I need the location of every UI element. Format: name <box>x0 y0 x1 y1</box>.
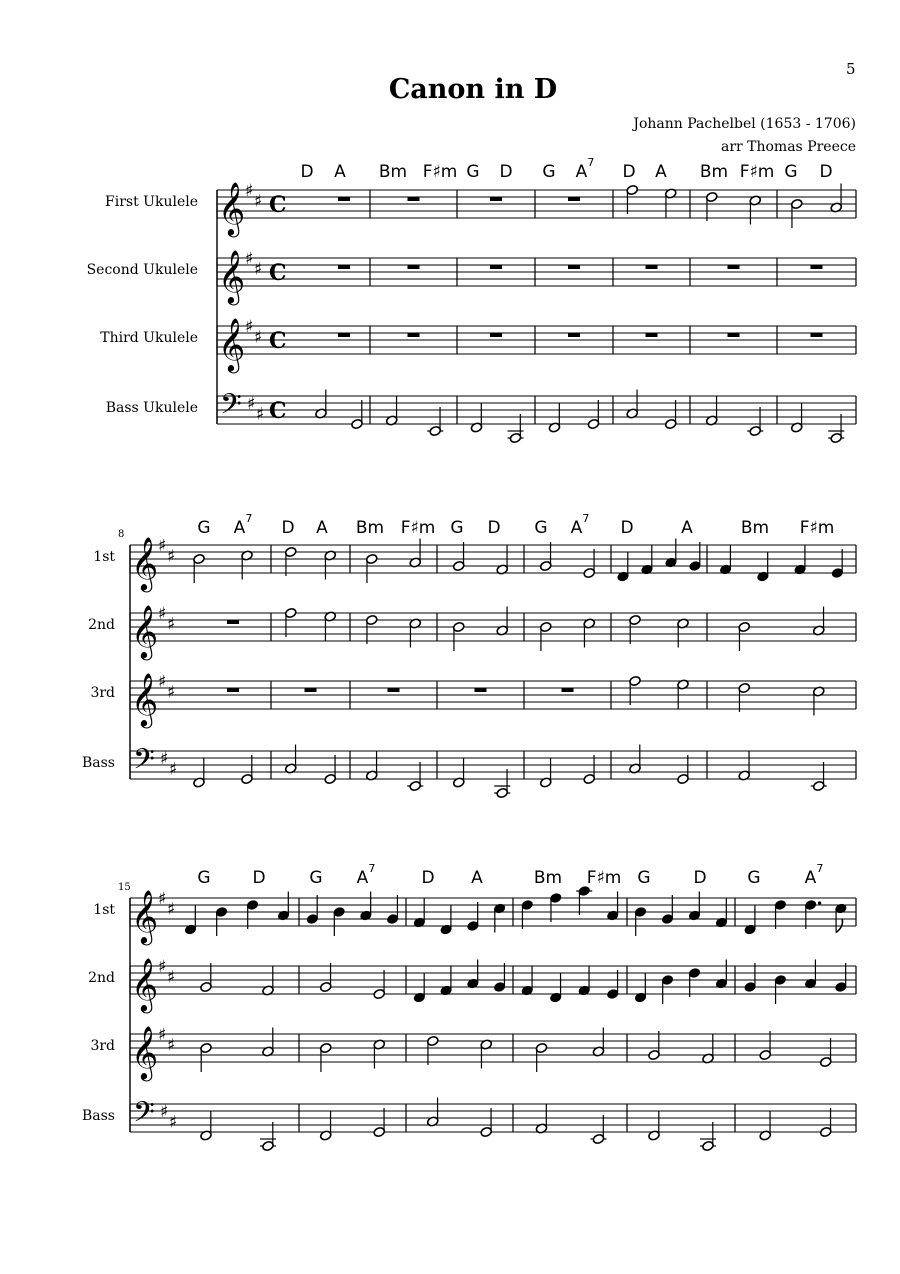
note <box>200 963 213 993</box>
note <box>496 546 509 576</box>
chord-name: A <box>233 518 246 538</box>
note <box>583 618 596 648</box>
note <box>626 184 639 214</box>
chord-name: G <box>784 162 798 182</box>
note <box>452 542 465 572</box>
note <box>315 390 328 420</box>
note <box>677 679 690 709</box>
whole-rest <box>646 333 658 337</box>
note <box>426 1035 439 1065</box>
note <box>193 759 206 789</box>
note <box>324 755 337 785</box>
whole-rest <box>568 265 580 269</box>
staff-label: 1st <box>93 902 115 918</box>
note <box>333 906 346 936</box>
note <box>319 1042 332 1072</box>
chord-name: D <box>499 162 513 182</box>
treble-clef-icon: 𝄞 <box>131 1025 159 1079</box>
treble-clef-icon: 𝄞 <box>218 181 246 235</box>
key-signature-sharp-icon: ♯ <box>160 1102 169 1122</box>
chord-name: G <box>747 868 761 888</box>
note <box>744 963 757 993</box>
note <box>828 414 844 444</box>
note <box>744 906 757 936</box>
note <box>700 1122 716 1152</box>
key-signature-sharp-icon: ♯ <box>167 614 176 635</box>
note <box>373 1108 386 1138</box>
note <box>648 1112 661 1142</box>
note <box>262 967 275 997</box>
note <box>591 1115 607 1145</box>
measure-number: 15 <box>118 882 131 893</box>
staff-label: Bass <box>81 755 115 771</box>
chord-extension: 7 <box>368 862 376 875</box>
note <box>521 899 534 929</box>
note <box>626 390 639 420</box>
note <box>470 404 483 434</box>
note <box>480 1108 493 1138</box>
note <box>715 899 728 929</box>
note <box>790 404 803 434</box>
staff-label: Bass <box>81 1108 115 1124</box>
staff-label: 3rd <box>90 1038 115 1054</box>
chord-name: F♯m <box>400 518 436 538</box>
note <box>819 1108 832 1138</box>
key-signature-sharp-icon: ♯ <box>254 327 263 348</box>
key-signature-sharp-icon: ♯ <box>254 259 263 280</box>
note <box>583 755 596 785</box>
chord-name: G <box>309 868 323 888</box>
note <box>200 1042 213 1072</box>
chord-name: Bm <box>355 518 385 538</box>
note <box>804 899 821 929</box>
note <box>284 745 297 775</box>
key-signature-sharp-icon: ♯ <box>158 889 167 909</box>
whole-rest <box>568 333 580 337</box>
treble-clef-icon: 𝄞 <box>131 536 159 590</box>
chord-extension: 7 <box>582 512 590 525</box>
note <box>549 974 562 1004</box>
note <box>324 611 337 641</box>
note <box>705 191 718 221</box>
chord-name: D <box>693 868 707 888</box>
note <box>319 1112 332 1142</box>
treble-clef-icon: 𝄞 <box>131 604 159 658</box>
note <box>719 546 732 576</box>
note <box>260 1122 276 1152</box>
note <box>578 967 591 997</box>
whole-rest <box>562 688 574 692</box>
note <box>629 675 642 705</box>
key-signature-sharp-icon: ♯ <box>169 1112 178 1133</box>
note <box>688 967 701 997</box>
chord-name: Bm <box>378 162 408 182</box>
chord-name: D <box>300 162 314 182</box>
note <box>407 762 423 792</box>
note <box>606 970 619 1000</box>
note <box>677 618 690 648</box>
note <box>241 550 254 580</box>
treble-clef-icon: 𝄞 <box>131 672 159 726</box>
note <box>811 762 827 792</box>
note <box>715 960 728 990</box>
note <box>831 549 844 579</box>
key-signature-sharp-icon: ♯ <box>245 181 254 201</box>
chord-name: A <box>356 868 369 888</box>
key-signature-sharp-icon: ♯ <box>254 191 263 212</box>
note <box>702 1035 715 1065</box>
chord-name: D <box>622 162 636 182</box>
note <box>688 892 701 922</box>
note <box>241 755 254 785</box>
note <box>634 906 647 936</box>
note <box>587 400 600 430</box>
note <box>629 745 642 775</box>
whole-rest <box>728 265 740 269</box>
note <box>193 553 206 583</box>
key-signature-sharp-icon: ♯ <box>158 957 167 977</box>
staff-label: Third Ukulele <box>100 330 198 346</box>
whole-rest <box>408 265 420 269</box>
whole-rest <box>338 197 350 201</box>
note <box>467 902 480 932</box>
whole-rest <box>811 265 823 269</box>
key-signature-sharp-icon: ♯ <box>245 249 254 269</box>
staff-label: 3rd <box>90 685 115 701</box>
chord-name: A <box>570 518 583 538</box>
note <box>812 686 825 716</box>
chord-name: G <box>637 868 651 888</box>
note <box>819 1038 832 1068</box>
note <box>794 546 807 576</box>
note <box>804 960 817 990</box>
staff-label: 2nd <box>88 970 115 986</box>
note <box>409 618 422 648</box>
note <box>427 407 443 437</box>
note <box>548 404 561 434</box>
note <box>521 967 534 997</box>
note <box>184 906 197 936</box>
whole-rest <box>338 265 350 269</box>
note <box>440 906 453 936</box>
note <box>319 963 332 993</box>
note <box>664 400 677 430</box>
bass-clef-icon: 𝄢 <box>220 388 242 428</box>
key-signature-sharp-icon: ♯ <box>158 672 167 692</box>
note <box>738 621 751 651</box>
chord-name: Bm <box>740 518 770 538</box>
note <box>738 682 751 712</box>
note <box>583 549 596 579</box>
note <box>634 974 647 1004</box>
note <box>759 1031 772 1061</box>
whole-rest <box>338 333 350 337</box>
page-number: 5 <box>846 60 856 78</box>
score-title: Canon in D <box>388 74 558 105</box>
whole-rest <box>568 197 580 201</box>
key-signature-sharp-icon: ♯ <box>247 394 256 414</box>
note <box>508 414 524 444</box>
key-signature-sharp-icon: ♯ <box>158 1025 167 1045</box>
note <box>774 974 787 1004</box>
chord-name: A <box>655 162 667 182</box>
note <box>738 752 751 782</box>
note <box>386 895 399 925</box>
note <box>759 1112 772 1142</box>
chord-name: D <box>281 518 295 538</box>
key-signature-sharp-icon: ♯ <box>169 759 178 780</box>
staff-label: 1st <box>93 549 115 565</box>
note <box>835 903 848 933</box>
common-time-icon: C <box>269 260 287 286</box>
treble-clef-icon: 𝄞 <box>218 249 246 303</box>
note <box>200 1112 213 1142</box>
note <box>830 184 843 214</box>
chord-name: F♯m <box>799 518 835 538</box>
chord-name: D <box>819 162 833 182</box>
note <box>641 546 654 576</box>
note <box>757 553 770 583</box>
key-signature-sharp-icon: ♯ <box>256 404 265 425</box>
whole-rest <box>227 620 239 624</box>
chord-name: F♯m <box>422 162 458 182</box>
common-time-icon: C <box>269 398 287 424</box>
note <box>774 899 787 929</box>
key-signature-sharp-icon: ♯ <box>167 967 176 988</box>
key-signature-sharp-icon: ♯ <box>160 749 169 769</box>
note <box>284 546 297 576</box>
note <box>262 1028 275 1058</box>
chord-name: G <box>450 518 464 538</box>
staff-label: 2nd <box>88 617 115 633</box>
whole-rest <box>728 333 740 337</box>
note <box>661 895 674 925</box>
note <box>413 899 426 929</box>
note <box>284 607 297 637</box>
chord-name: A <box>804 868 817 888</box>
note <box>413 974 426 1004</box>
chord-name: A <box>334 162 346 182</box>
whole-rest <box>490 333 502 337</box>
note <box>306 895 319 925</box>
key-signature-sharp-icon: ♯ <box>158 536 167 556</box>
chord-name: D <box>421 868 435 888</box>
note <box>617 553 630 583</box>
note <box>215 906 228 936</box>
note <box>539 621 552 651</box>
whole-rest <box>811 333 823 337</box>
key-signature-sharp-icon: ♯ <box>245 317 254 337</box>
staff-label: Bass Ukulele <box>105 400 198 416</box>
note <box>539 542 552 572</box>
whole-rest <box>408 197 420 201</box>
treble-clef-icon: 𝄞 <box>131 889 159 943</box>
note <box>790 198 803 228</box>
note <box>592 1028 605 1058</box>
note <box>677 755 690 785</box>
note <box>409 539 422 569</box>
whole-rest <box>227 688 239 692</box>
note <box>426 1098 439 1128</box>
note <box>324 550 337 580</box>
whole-rest <box>490 197 502 201</box>
chord-name: A <box>681 518 693 538</box>
note <box>535 1105 548 1135</box>
common-time-icon: C <box>269 328 287 354</box>
chord-name: G <box>197 518 211 538</box>
note <box>440 967 453 997</box>
note <box>812 607 825 637</box>
staff-label: First Ukulele <box>105 194 198 210</box>
staff-label: Second Ukulele <box>86 262 198 278</box>
note <box>648 1031 661 1061</box>
note <box>689 542 702 572</box>
whole-rest <box>475 688 487 692</box>
bass-clef-icon: 𝄢 <box>133 743 155 783</box>
note <box>749 195 762 225</box>
treble-clef-icon: 𝄞 <box>131 957 159 1011</box>
note <box>385 397 398 427</box>
chord-extension: 7 <box>245 512 253 525</box>
note <box>835 963 848 993</box>
key-signature-sharp-icon: ♯ <box>167 1035 176 1056</box>
note <box>494 769 510 799</box>
note <box>365 553 378 583</box>
chord-name: F♯m <box>586 868 622 888</box>
note <box>360 892 373 922</box>
chord-name: F♯m <box>739 162 775 182</box>
whole-rest <box>305 688 317 692</box>
chord-name: G <box>534 518 548 538</box>
chord-extension: 7 <box>587 156 595 169</box>
chord-name: A <box>471 868 483 888</box>
note <box>606 892 619 922</box>
bass-clef-icon: 𝄢 <box>133 1096 155 1136</box>
note <box>493 903 506 933</box>
note <box>246 899 259 929</box>
note <box>496 607 509 637</box>
note <box>365 614 378 644</box>
note <box>576 885 592 915</box>
note <box>277 892 290 922</box>
whole-rest <box>408 333 420 337</box>
whole-rest <box>490 265 502 269</box>
key-signature-sharp-icon: ♯ <box>167 682 176 703</box>
treble-clef-icon: 𝄞 <box>218 317 246 371</box>
note <box>351 400 364 430</box>
note <box>664 188 677 218</box>
common-time-icon: C <box>269 192 287 218</box>
chord-name: D <box>487 518 501 538</box>
note <box>493 963 506 993</box>
note <box>365 752 378 782</box>
measure-number: 8 <box>118 529 125 540</box>
chord-name: D <box>252 868 266 888</box>
key-signature-sharp-icon: ♯ <box>158 604 167 624</box>
composer-credit: Johann Pachelbel (1653 - 1706) <box>633 116 856 132</box>
note <box>661 974 674 1004</box>
note <box>705 397 718 427</box>
chord-name: G <box>466 162 480 182</box>
whole-rest <box>388 688 400 692</box>
note <box>467 960 480 990</box>
chord-name: G <box>542 162 556 182</box>
chord-name: A <box>316 518 328 538</box>
note <box>539 759 552 789</box>
chord-name: Bm <box>533 868 563 888</box>
note <box>373 970 386 1000</box>
chord-name: A <box>575 162 588 182</box>
note <box>452 621 465 651</box>
key-signature-sharp-icon: ♯ <box>167 899 176 920</box>
chord-name: G <box>197 868 211 888</box>
note <box>480 1039 493 1069</box>
note <box>747 407 763 437</box>
chord-name: D <box>620 518 634 538</box>
note <box>373 1039 386 1069</box>
key-signature-sharp-icon: ♯ <box>167 546 176 567</box>
chord-name: Bm <box>699 162 729 182</box>
note <box>535 1042 548 1072</box>
whole-rest <box>646 265 658 269</box>
note <box>549 892 562 922</box>
note <box>665 539 678 569</box>
chord-extension: 7 <box>816 862 824 875</box>
note <box>629 614 642 644</box>
note <box>452 759 465 789</box>
arranger-credit: arr Thomas Preece <box>720 139 856 155</box>
